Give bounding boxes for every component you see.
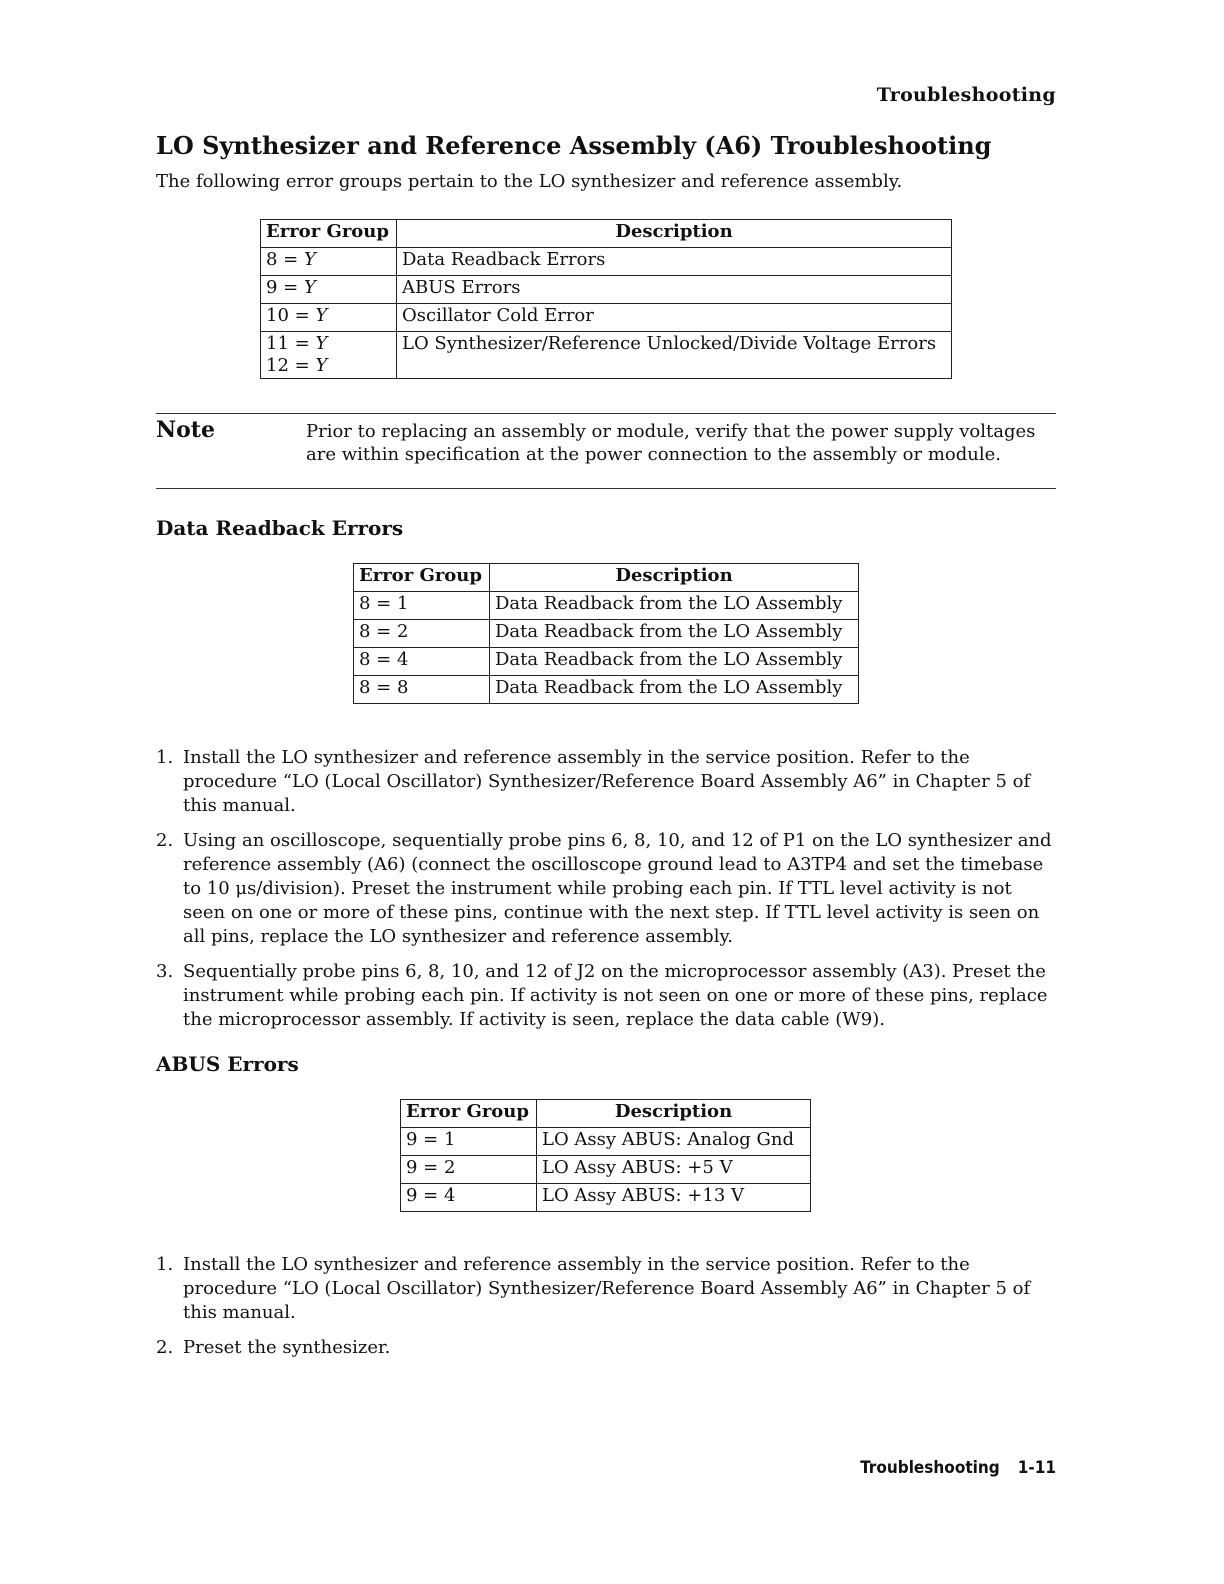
list-item	[156, 746, 1056, 818]
intro-paragraph: The following error groups pertain to the LO synthesizer and reference assembly.	[156, 171, 903, 192]
table-row	[261, 276, 952, 304]
note-label: Note	[156, 417, 215, 443]
description-cell: LO Assy ABUS: +5 V	[537, 1156, 811, 1184]
data-readback-heading: Data Readback Errors	[156, 516, 404, 540]
group-number: 10 =	[266, 305, 316, 326]
description-cell: Data Readback from the LO Assembly	[490, 592, 859, 620]
page-title: LO Synthesizer and Reference Assembly (A6) Troubleshooting	[156, 131, 992, 160]
step-text: Sequentially probe pins 6, 8, 10, and 12 of J2 on the microprocessor assembly (A3). Preset the instrument while probing each pin. If activity is not seen on one or more of these pins, replace the microprocessor assembly. If activity is seen, replace the data cable (W9).	[183, 961, 1048, 1030]
step-number: 2.	[156, 830, 174, 851]
description-cell: Oscillator Cold Error	[397, 304, 952, 332]
column-header-error-group: Error Group	[354, 564, 490, 592]
error-group-cell: 9 = 4	[401, 1184, 537, 1212]
table-row	[354, 592, 859, 620]
note-text: Prior to replacing an assembly or module, verify that the power supply voltages are within specification at the power connection to the assembly or module.	[306, 421, 1036, 465]
group-variable: Y	[315, 305, 328, 326]
description-cell: LO Synthesizer/Reference Unlocked/Divide Voltage Errors	[397, 332, 952, 379]
description-cell: Data Readback from the LO Assembly	[490, 648, 859, 676]
description-cell: Data Readback Errors	[397, 248, 952, 276]
table-row	[354, 620, 859, 648]
error-group-cell: 8 = 2	[354, 620, 490, 648]
group-number: 12 =	[266, 355, 316, 376]
step-text: Install the LO synthesizer and reference assembly in the service position. Refer to the procedure “LO (Local Oscillator) Synthesizer/Reference Board Assembly A6” in Chapter 5 of this manual.	[183, 747, 1031, 816]
table-row	[261, 248, 952, 276]
table-header-row	[354, 564, 859, 592]
abus-errors-table	[400, 1099, 811, 1212]
table-row	[401, 1156, 811, 1184]
page-footer	[860, 1458, 1056, 1478]
list-item	[156, 960, 1056, 1032]
data-readback-table	[353, 563, 859, 704]
group-number: 9 =	[266, 277, 304, 298]
step-text: Preset the synthesizer.	[183, 1337, 391, 1358]
list-item	[156, 1253, 1056, 1325]
description-cell: LO Assy ABUS: +13 V	[537, 1184, 811, 1212]
description-cell: Data Readback from the LO Assembly	[490, 620, 859, 648]
step-number: 1.	[156, 747, 174, 768]
column-header-error-group: Error Group	[261, 220, 397, 248]
group-variable: Y	[315, 333, 328, 354]
description-cell: LO Assy ABUS: Analog Gnd	[537, 1128, 811, 1156]
abus-errors-heading: ABUS Errors	[156, 1052, 299, 1076]
data-readback-steps	[156, 746, 1056, 1043]
column-header-error-group: Error Group	[401, 1100, 537, 1128]
error-group-cell: 8 = 4	[354, 648, 490, 676]
page-number: 1-11	[1017, 1458, 1056, 1478]
group-variable: Y	[303, 249, 316, 270]
error-group-cell: 9 = 1	[401, 1128, 537, 1156]
description-cell: ABUS Errors	[397, 276, 952, 304]
table-row	[261, 304, 952, 332]
group-variable: Y	[315, 355, 328, 376]
step-text: Using an oscilloscope, sequentially probe pins 6, 8, 10, and 12 of P1 on the LO synthesizer and reference assembly (A6) (connect the oscilloscope ground lead to A3TP4 and set the timebase to 10 μs/division). Preset the instrument while probing each pin. If TTL level activity is not seen on one or more of these pins, continue with the next step. If TTL level activity is seen on all pins, replace the LO synthesizer and reference assembly.	[183, 830, 1052, 947]
table-header-row	[401, 1100, 811, 1128]
table-row	[354, 648, 859, 676]
step-number: 3.	[156, 961, 174, 982]
error-group-cell: 9 = 2	[401, 1156, 537, 1184]
table-row	[401, 1128, 811, 1156]
description-cell: Data Readback from the LO Assembly	[490, 676, 859, 704]
table-row	[354, 676, 859, 704]
error-group-cell: 8 = 8	[354, 676, 490, 704]
footer-section: Troubleshooting	[860, 1458, 1000, 1478]
list-item	[156, 1336, 1056, 1360]
running-header: Troubleshooting	[876, 84, 1056, 106]
list-item	[156, 829, 1056, 949]
error-group-summary-table	[260, 219, 952, 379]
note-top-rule	[156, 413, 1056, 414]
abus-steps	[156, 1253, 1056, 1371]
table-header-row	[261, 220, 952, 248]
table-row	[261, 332, 952, 379]
group-variable: Y	[303, 277, 316, 298]
column-header-description: Description	[490, 564, 859, 592]
note-bottom-rule	[156, 488, 1056, 489]
table-row	[401, 1184, 811, 1212]
step-number: 2.	[156, 1337, 174, 1358]
group-number: 11 =	[266, 333, 316, 354]
step-text: Install the LO synthesizer and reference assembly in the service position. Refer to the procedure “LO (Local Oscillator) Synthesizer/Reference Board Assembly A6” in Chapter 5 of this manual.	[183, 1254, 1031, 1323]
error-group-cell: 8 = 1	[354, 592, 490, 620]
error-group-cell	[261, 248, 397, 276]
step-number: 1.	[156, 1254, 174, 1275]
column-header-description: Description	[397, 220, 952, 248]
error-group-cell	[261, 304, 397, 332]
group-number: 8 =	[266, 249, 304, 270]
column-header-description: Description	[537, 1100, 811, 1128]
error-group-cell	[261, 276, 397, 304]
error-group-cell	[261, 332, 397, 379]
